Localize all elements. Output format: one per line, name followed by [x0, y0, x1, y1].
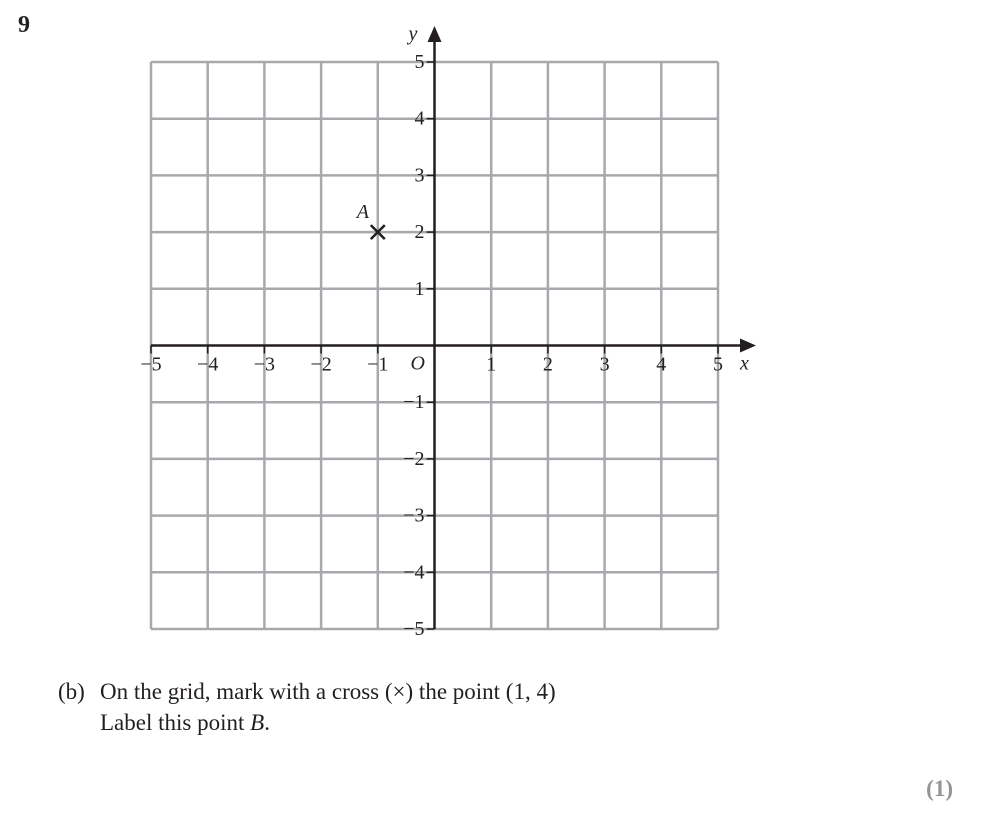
y-tick-label: −5 — [403, 618, 425, 640]
point-name-b: B — [250, 710, 265, 735]
x-tick-label: −1 — [367, 353, 389, 376]
y-axis-label: y — [408, 23, 418, 45]
x-tick-label: −2 — [310, 353, 332, 376]
axes — [151, 26, 756, 629]
x-tick-label: 1 — [486, 353, 497, 376]
point-a-label: A — [356, 201, 370, 224]
x-tick-label: −4 — [197, 353, 219, 376]
x-tick-label: 2 — [542, 353, 553, 376]
question-part-b — [58, 676, 556, 738]
instruction-text-2-end: . — [264, 710, 270, 735]
marks-indicator: (1) — [926, 776, 953, 801]
x-tick-label: −3 — [253, 353, 276, 376]
x-tick-label: −5 — [140, 353, 162, 376]
question-number: 9 — [18, 12, 30, 38]
x-tick-label: 3 — [599, 353, 610, 376]
tick-labels — [140, 23, 749, 640]
y-tick-label: 2 — [414, 221, 425, 244]
y-tick-label: 4 — [414, 107, 425, 130]
x-axis-arrow — [740, 339, 756, 353]
y-tick-label: −2 — [403, 447, 425, 470]
x-tick-label: 5 — [713, 353, 723, 376]
x-tick-label: 4 — [656, 353, 667, 376]
x-axis-label: x — [740, 352, 749, 375]
origin-label: O — [410, 352, 425, 375]
instruction-line-1 — [58, 676, 556, 707]
instruction-text-2: Label this point — [100, 710, 251, 735]
y-tick-label: −1 — [403, 391, 425, 414]
y-tick-label: 3 — [414, 164, 425, 187]
part-label: (b) — [58, 679, 85, 704]
y-tick-label: 5 — [414, 51, 425, 73]
y-tick-label: −3 — [403, 504, 425, 527]
y-tick-label: −4 — [403, 561, 425, 584]
instruction-line-2 — [58, 707, 556, 738]
plotted-points — [355, 201, 385, 239]
instruction-text-1: On the grid, mark with a cross (×) the point (1, 4) — [100, 679, 556, 704]
y-axis-arrow — [428, 26, 442, 42]
y-tick-label: 1 — [414, 277, 425, 300]
